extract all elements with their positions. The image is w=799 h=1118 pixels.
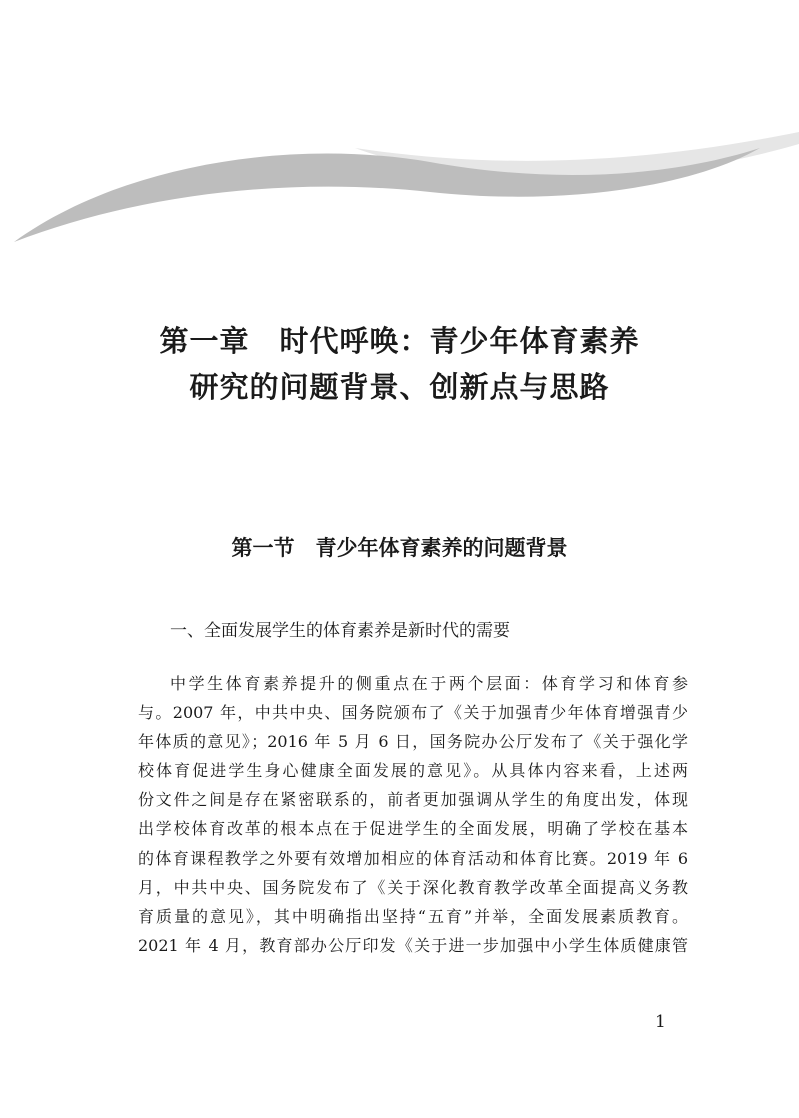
chapter-title-line-2: 研究的问题背景、创新点与思路	[189, 370, 610, 404]
section-title: 第一节 青少年体育素养的问题背景	[231, 536, 568, 560]
chapter-title-line-1: 第一章 时代呼唤：青少年体育素养	[159, 324, 640, 358]
page-number: 1	[655, 1012, 666, 1032]
paragraph-line: 出学校体育改革的根本点在于促进学生的全面发展，明确了学校在基本	[138, 819, 688, 839]
chapter-title	[0, 318, 799, 410]
paragraph-line: 份文件之间是存在紧密联系的，前者更加强调从学生的角度出发，体现	[138, 790, 688, 810]
paragraph-line: 育质量的意见》，其中明确指出坚持“五育”并举，全面发展素质教育。	[138, 906, 688, 926]
paragraph-line: 校体育促进学生身心健康全面发展的意见》。从具体内容来看，上述两	[138, 761, 688, 781]
paragraph-line: 的体育课程教学之外要有效增加相应的体育活动和体育比赛。2019 年 6	[138, 848, 688, 868]
paragraph-line: 与。2007 年，中共中央、国务院颁布了《关于加强青少年体育增强青少	[138, 703, 688, 723]
decorative-wave-banner	[0, 110, 799, 270]
paragraph-line: 月，中共中央、国务院发布了《关于深化教育教学改革全面提高义务教	[138, 877, 688, 897]
paragraph-line: 中学生体育素养提升的侧重点在于两个层面：体育学习和体育参	[170, 674, 688, 693]
body-paragraph	[138, 669, 688, 960]
subsection-heading: 一、全面发展学生的体育素养是新时代的需要	[170, 621, 510, 641]
paragraph-line: 2021 年 4 月，教育部办公厅印发《关于进一步加强中小学生体质健康管	[138, 935, 688, 955]
paragraph-line: 年体质的意见》；2016 年 5 月 6 日，国务院办公厅发布了《关于强化学	[138, 732, 688, 752]
